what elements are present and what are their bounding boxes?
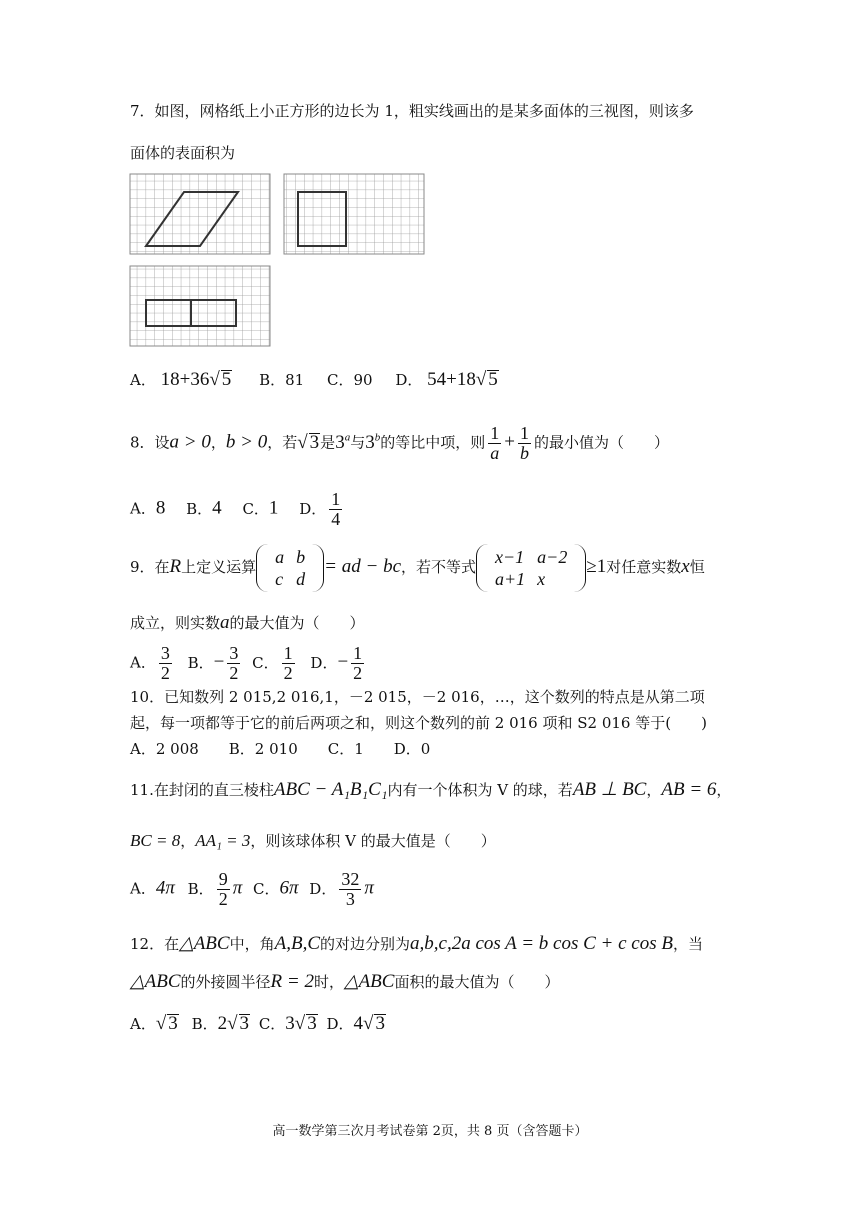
- q8-plus: +: [504, 431, 515, 453]
- front-view: [130, 174, 270, 254]
- q11-sep2: ，: [180, 832, 196, 850]
- q7-stem-line1: 7．如图，网格纸上小正方形的边长为 1，粗实线画出的是某多面体的三视图，则该多: [130, 102, 694, 120]
- q9-a: a: [220, 612, 230, 633]
- q8-prefix: 8．设: [130, 433, 170, 452]
- q12-mid1: 中，角: [229, 935, 275, 953]
- q12-options: [130, 1014, 386, 1033]
- q8-options: [130, 490, 345, 529]
- option-b-value: 2√ 3: [217, 1013, 250, 1034]
- option-a-label: A．: [130, 1015, 156, 1033]
- q9-eq: = ad − bc: [324, 556, 401, 577]
- q8-mid2: 是: [320, 433, 336, 452]
- q11-options: [130, 870, 374, 909]
- option-a-value: 8: [155, 497, 166, 519]
- option-d-value: 4√ 3: [353, 1013, 385, 1034]
- q8-mid4: 的等比中项，则: [380, 433, 486, 452]
- option-a-label: A．: [130, 371, 156, 389]
- q8-mid3: 与: [350, 433, 366, 452]
- q11-stem-line1: [130, 780, 731, 799]
- option-d-value: 54+18√ 5: [427, 369, 498, 390]
- matrix-x-a: x−1 a−2 a+1 x: [476, 544, 586, 592]
- option-b-sign: −: [213, 651, 225, 673]
- q8-pow-b: 3$^b$: [365, 431, 381, 453]
- q11-prefix: 11.在封闭的直三棱柱: [130, 781, 274, 799]
- option-c-frac: $\frac{1}{2}$: [283, 643, 293, 683]
- q9-mid4: 恒: [689, 558, 705, 576]
- q11-ab: AB = 6: [661, 779, 717, 800]
- q9-R: R: [169, 556, 182, 577]
- q7-options: [130, 370, 499, 389]
- q11-aa1: AA₁ = 3: [195, 831, 251, 850]
- q12-sides: a,b,c,2a cos A = b cos C + c cos B: [410, 933, 673, 954]
- option-c-label: C．: [253, 879, 280, 898]
- q12-tri2: △ABC: [130, 971, 181, 992]
- q8-pow-a: 3$^a$: [335, 431, 351, 453]
- q9-x: x: [681, 556, 690, 577]
- option-c-value: 6π: [279, 877, 299, 899]
- option-c-label: C．: [242, 499, 269, 518]
- q9-mid1: 上定义运算: [181, 558, 257, 576]
- q11-stem-line2: [130, 832, 496, 849]
- q8-b-cond: b > 0: [225, 431, 268, 453]
- option-b-pi: π: [232, 877, 243, 899]
- q12-mid5: 时，: [313, 973, 344, 991]
- q11-sep: ，: [646, 781, 662, 799]
- q12-mid4: 的外接圆半径: [180, 973, 271, 991]
- q9-options: [130, 644, 367, 683]
- q12-tri1: △ABC: [179, 933, 230, 954]
- side-view: [284, 174, 424, 254]
- option-b-label: B．: [186, 499, 213, 518]
- option-d-pi: π: [364, 877, 374, 899]
- q8-sqrt3: √ 3: [297, 431, 320, 453]
- q12-angles: A,B,C: [274, 933, 320, 954]
- option-d-label: D．: [395, 371, 423, 389]
- q9-mid2: ，若不等式: [401, 558, 477, 576]
- option-d-label: D．: [299, 499, 327, 518]
- option-d-frac: $\frac{1}{4}$: [331, 489, 341, 529]
- option-a-value: √ 3: [155, 1013, 178, 1034]
- q8-frac-1a: $\frac{1}{a}$: [490, 423, 500, 463]
- q8-stem: [130, 424, 669, 463]
- option-a-value: 4π: [155, 877, 175, 899]
- option-c-value: 3√ 3: [285, 1013, 317, 1034]
- q8-sep: ，: [210, 433, 226, 452]
- three-view-figure: [128, 172, 428, 350]
- q11-end1: ，: [716, 781, 732, 799]
- q12-tri3: △ABC: [343, 971, 395, 992]
- q12-suffix: 面积的最大值为（ ）: [394, 973, 560, 991]
- q9-stem-line1: [130, 544, 705, 592]
- q8-frac-1b: $\frac{1}{b}$: [519, 423, 529, 463]
- option-d-frac: $\frac{32}{3}$: [341, 869, 360, 909]
- q9-line2-prefix: 成立，则实数: [130, 614, 221, 632]
- option-a-frac: $\frac{3}{2}$: [160, 643, 170, 683]
- q8-a-cond: a > 0: [169, 431, 211, 453]
- q9-ge: ≥1: [586, 556, 607, 577]
- option-b-frac: $\frac{3}{2}$: [229, 643, 239, 683]
- option-b-value: 4: [212, 497, 222, 519]
- q10-options: A．2 008 B．2 010 C．1 D．0: [130, 740, 431, 758]
- q12-mid2: 的对边分别为: [320, 935, 411, 953]
- option-c-label: C．: [252, 653, 279, 672]
- option-b-label: B．: [187, 879, 214, 898]
- q11-mid1: 内有一个体积为 V 的球，若: [387, 781, 573, 799]
- q12-stem-line2: [130, 972, 559, 991]
- option-a-label: A．: [130, 653, 156, 672]
- option-a-label: A．: [130, 879, 156, 898]
- q9-prefix: 9．在: [130, 558, 170, 576]
- q12-mid3: ，当: [672, 935, 703, 953]
- option-a-label: A．: [130, 499, 156, 518]
- page-footer: 高一数学第三次月考试卷第 2页，共 8 页（含答题卡）: [272, 1124, 588, 1139]
- option-b-label: B．: [187, 653, 214, 672]
- option-b-label: B．: [191, 1015, 218, 1033]
- q11-perp: AB ⊥ BC: [572, 779, 647, 800]
- q11-suffix: ，则该球体积 V 的最大值是（ ）: [250, 832, 496, 850]
- q11-prism: ABC − A₁B₁C₁: [273, 779, 388, 800]
- q9-stem-line2: [130, 613, 365, 632]
- option-d-label: D．: [309, 879, 337, 898]
- option-c-label: C．: [258, 1015, 286, 1033]
- option-c: C．90: [326, 371, 373, 389]
- q8-suffix: 的最小值为（ ）: [533, 433, 669, 452]
- q8-mid1: ，若: [267, 433, 298, 452]
- q11-bc: BC = 8: [130, 831, 181, 850]
- option-b: B．81: [259, 371, 305, 389]
- option-d-label: D．: [310, 653, 338, 672]
- q12-stem-line1: [130, 934, 703, 953]
- q12-prefix: 12．在: [130, 935, 180, 953]
- option-c-value: 1: [268, 497, 279, 519]
- option-d-frac: $\frac{1}{2}$: [353, 643, 363, 683]
- q9-line2-suffix: 的最大值为（ ）: [229, 614, 365, 632]
- q9-mid3: 对任意实数: [606, 558, 682, 576]
- q12-r: R = 2: [270, 971, 314, 992]
- q10-stem-line1: 10．已知数列 2 015,2 016,1，－2 015，－2 016，…，这个数列的特点是从第二项: [130, 688, 705, 706]
- option-b-frac: $\frac{9}{2}$: [218, 869, 228, 909]
- q7-stem-line2: 面体的表面积为: [130, 144, 236, 162]
- top-view: [130, 266, 270, 346]
- option-d-label: D．: [326, 1015, 354, 1033]
- option-d-sign: −: [337, 651, 349, 673]
- option-a-value: 18+36√ 5: [160, 369, 232, 390]
- matrix-abcd: a b c d: [256, 544, 324, 592]
- q10-stem-line2: 起，每一项都等于它的前后两项之和，则这个数列的前 2 016 项和 S2 016 等于( ): [130, 714, 707, 732]
